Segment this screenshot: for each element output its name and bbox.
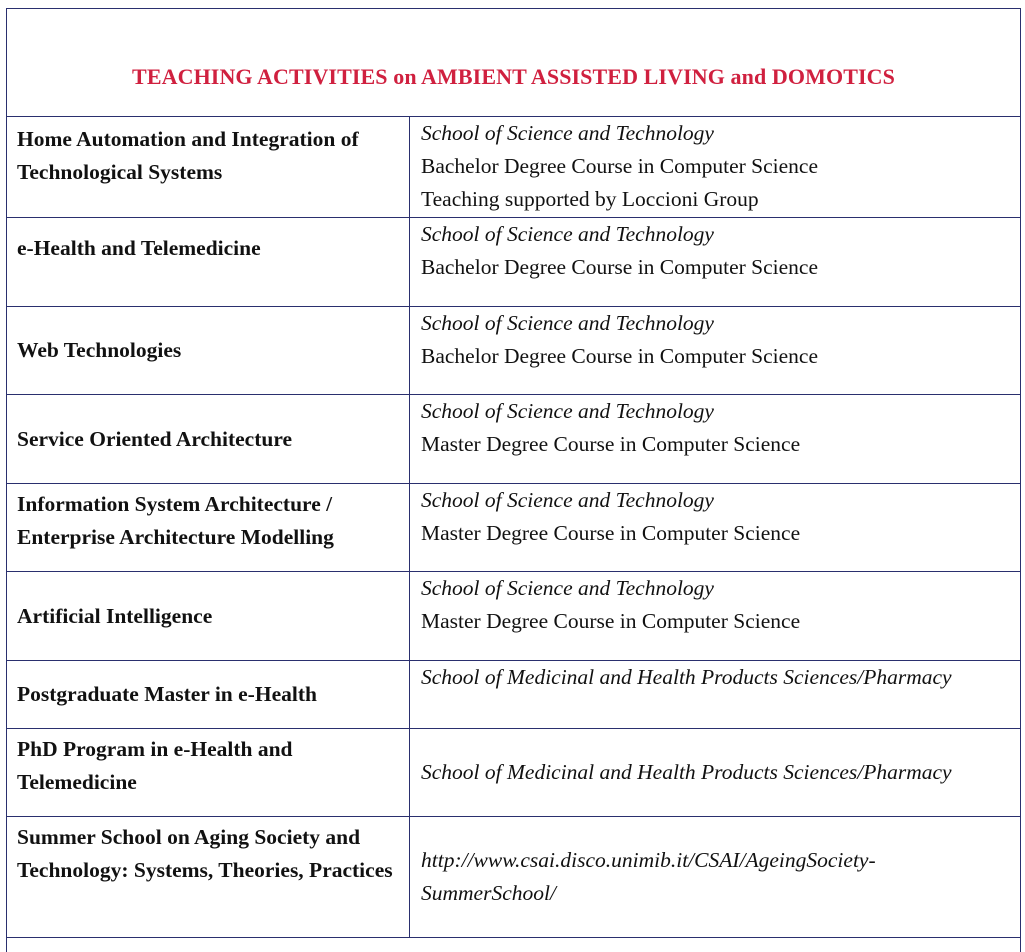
course-name-cell — [7, 218, 410, 307]
course-name: Information System Architecture / Enterprise Architecture Modelling — [17, 492, 334, 549]
school-name: School of Science and Technology — [421, 576, 714, 600]
table-row — [7, 307, 1021, 395]
table-title: TEACHING ACTIVITIES on AMBIENT ASSISTED LIVING and DOMOTICS — [132, 63, 895, 89]
course-name: Summer School on Aging Society and Technology: Systems, Theories, Practices — [17, 825, 393, 882]
course-name-cell — [7, 572, 410, 661]
course-name-cell — [7, 117, 410, 218]
course-name-cell — [7, 729, 410, 817]
school-name: School of Science and Technology — [421, 121, 714, 145]
school-name: School of Science and Technology — [421, 488, 714, 512]
course-details-cell — [410, 117, 1021, 218]
course-details-cell — [410, 661, 1021, 729]
course-name: Home Automation and Integration of Technological Systems — [17, 127, 359, 184]
table-row — [7, 484, 1021, 572]
summer-school-link[interactable]: http://www.csai.disco.unimib.it/CSAI/AgeingSociety-SummerSchool/ — [421, 848, 876, 905]
table-row — [7, 817, 1021, 938]
degree-course: Bachelor Degree Course in Computer Science — [421, 255, 819, 279]
degree-course: Bachelor Degree Course in Computer Science — [421, 154, 819, 178]
course-name-cell — [7, 395, 410, 484]
course-details-cell — [410, 395, 1021, 484]
course-details-cell — [410, 307, 1021, 395]
school-name: School of Science and Technology — [421, 399, 714, 423]
course-name: e-Health and Telemedicine — [17, 236, 261, 260]
teaching-activities-table — [6, 8, 1021, 952]
table-row — [7, 395, 1021, 484]
course-name-cell — [7, 817, 410, 938]
course-name: Service Oriented Architecture — [17, 426, 293, 451]
course-name: Artificial Intelligence — [17, 603, 213, 628]
degree-course: Master Degree Course in Computer Science — [421, 521, 801, 545]
table-row — [7, 218, 1021, 307]
degree-course: Master Degree Course in Computer Science — [421, 609, 801, 633]
course-name-cell — [7, 307, 410, 395]
table-row — [7, 572, 1021, 661]
table-row — [7, 661, 1021, 729]
degree-course: Bachelor Degree Course in Computer Science — [421, 344, 819, 368]
table-title-cell — [7, 9, 1021, 117]
course-name: Postgraduate Master in e-Health — [17, 682, 317, 706]
school-name: School of Science and Technology — [421, 311, 714, 335]
teaching-support-note: Teaching supported by Loccioni Group — [421, 187, 759, 211]
course-details-cell — [410, 484, 1021, 572]
table-title-row — [7, 9, 1021, 117]
table-row — [7, 729, 1021, 817]
school-name: School of Science and Technology — [421, 222, 714, 246]
course-details-cell — [410, 817, 1021, 938]
school-name: School of Medicinal and Health Products Sciences/Pharmacy — [421, 760, 952, 784]
course-name-cell — [7, 661, 410, 729]
degree-course: Master Degree Course in Computer Science — [421, 432, 801, 456]
table-tail-row — [7, 938, 1021, 952]
table-tail-cell — [7, 938, 1021, 952]
school-name: School of Medicinal and Health Products Sciences/Pharmacy — [421, 665, 952, 689]
course-details-cell — [410, 218, 1021, 307]
table-row — [7, 117, 1021, 218]
course-details-cell — [410, 729, 1021, 817]
course-name: Web Technologies — [17, 338, 182, 362]
course-name: PhD Program in e-Health and Telemedicine — [17, 737, 293, 794]
course-details-cell — [410, 572, 1021, 661]
course-name-cell — [7, 484, 410, 572]
